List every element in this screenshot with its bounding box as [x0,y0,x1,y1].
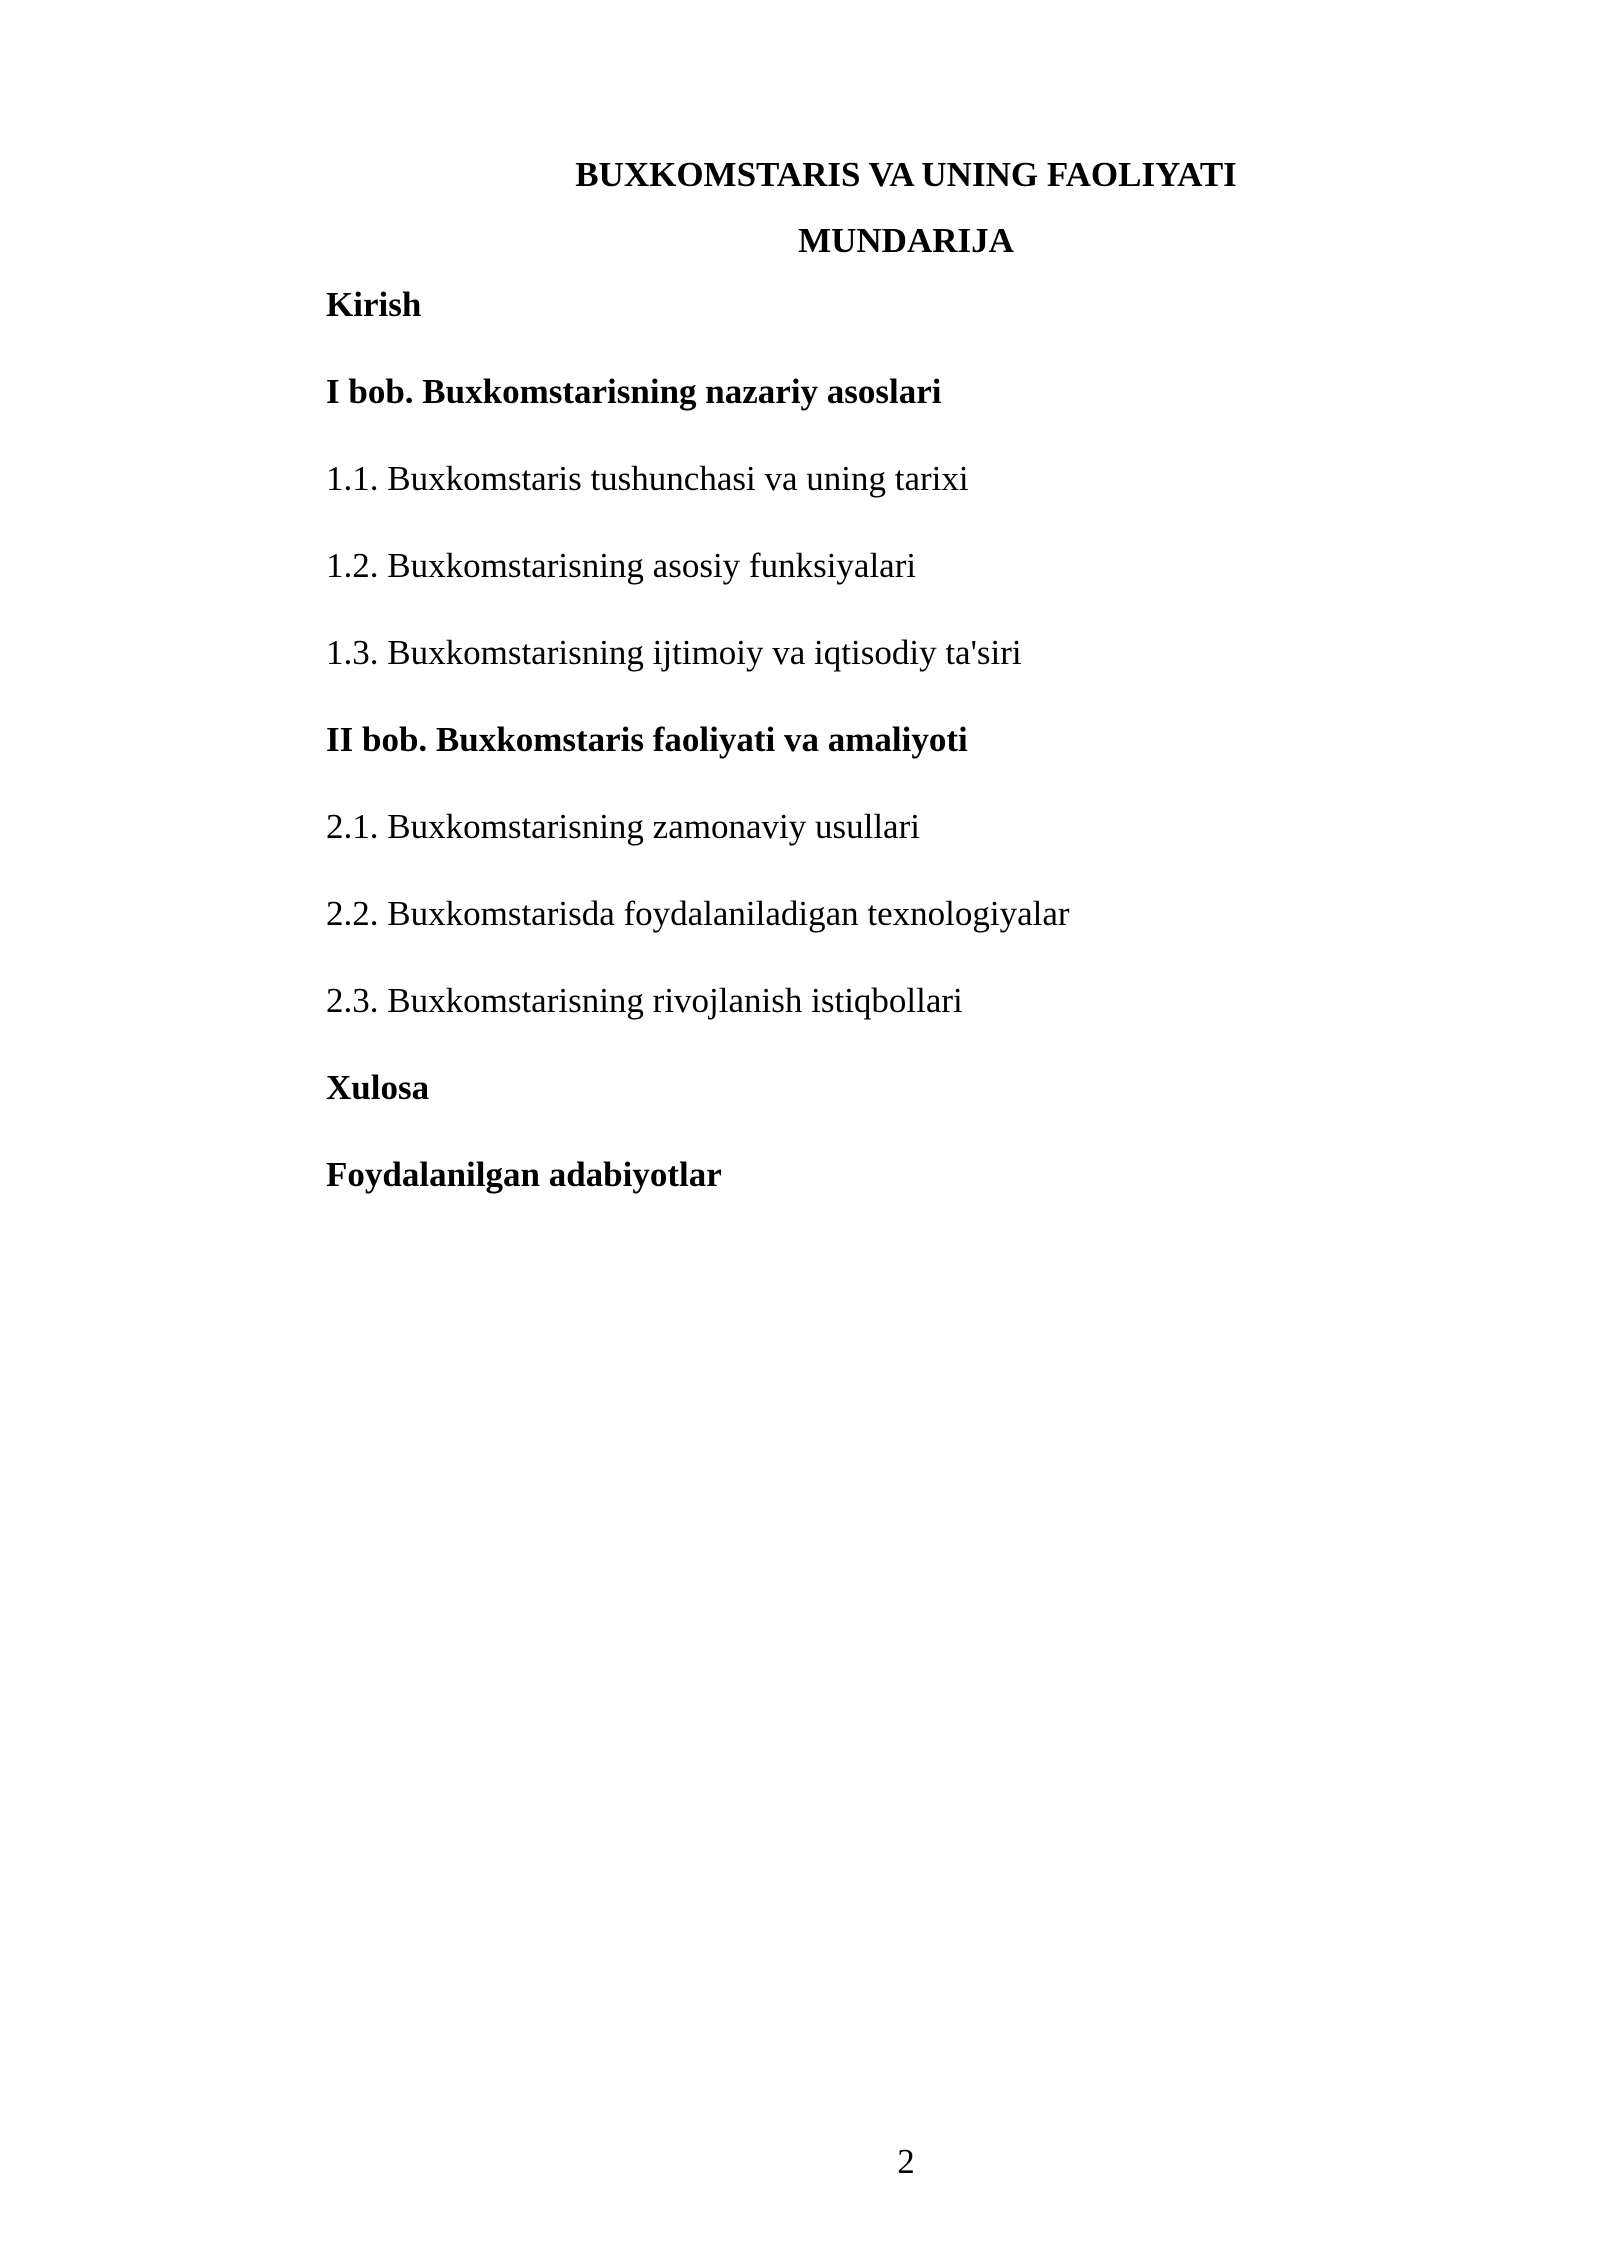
document-title: BUXKOMSTARIS VA UNING FAOLIYATI [575,155,1237,194]
toc-entry-section-1-3: 1.3. Buxkomstarisning ijtimoiy va iqtisodiy ta'siri [326,633,1022,672]
toc-entry-section-1-1: 1.1. Buxkomstaris tushunchasi va uning tarixi [326,459,969,498]
toc-entry-conclusion: Xulosa [326,1068,430,1107]
toc-entry-section-2-3: 2.3. Buxkomstarisning rivojlanish istiqbollari [326,981,963,1020]
toc-entry-introduction: Kirish [326,285,422,324]
toc-entry-chapter-2: II bob. Buxkomstaris faoliyati va amaliyoti [326,720,968,759]
toc-entry-section-1-2: 1.2. Buxkomstarisning asosiy funksiyalari [326,546,917,585]
page-number: 2 [897,2142,915,2181]
toc-entry-chapter-1: I bob. Buxkomstarisning nazariy asoslari [326,372,942,411]
toc-entry-section-2-2: 2.2. Buxkomstarisda foydalaniladigan texnologiyalar [326,894,1070,933]
toc-entry-section-2-1: 2.1. Buxkomstarisning zamonaviy usullari [326,807,920,846]
toc-heading: MUNDARIJA [798,221,1014,260]
toc-entry-references: Foydalanilgan adabiyotlar [326,1155,722,1194]
